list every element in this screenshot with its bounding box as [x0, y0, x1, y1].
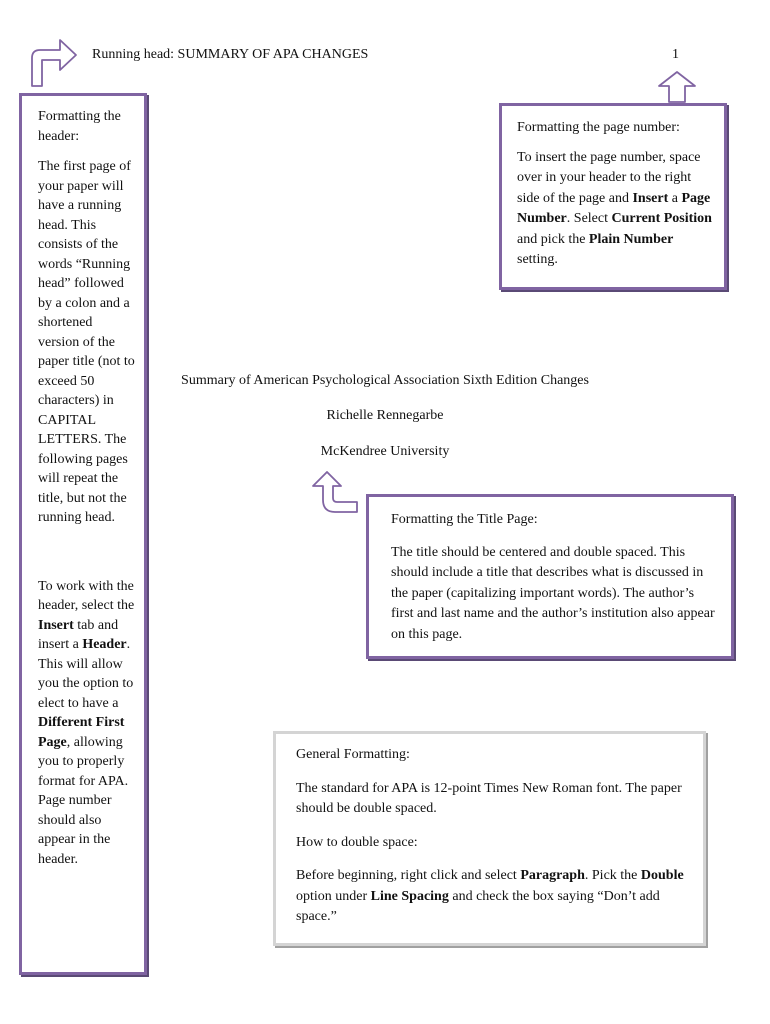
header-box-title: Formatting the header:: [38, 109, 121, 144]
header-box-paragraph-1: The first page of your paper will have a running head. This consists of the words “Running head” followed by a colon and a shortened version of the paper title (not to exceed 50 characters) in CAPITAL LETTERS. The following pages will repeat the title, but not the running head.: [38, 159, 135, 525]
title-page-formatting-box: [366, 494, 734, 659]
title-page-box-title: Formatting the Title Page:: [391, 512, 538, 527]
paper-title: Summary of American Psychological Association Sixth Edition Changes: [181, 373, 589, 388]
header-box-paragraph-2: To work with the header, select the Insert tab and insert a Header. This will allow you the option to elect to have a Different First Page, allowing you to properly format for APA. Page number should also appear in the header.: [38, 578, 135, 867]
up-arrow-icon: [656, 70, 698, 104]
general-box-paragraph-3: Before beginning, right click and select Paragraph. Pick the Double option under Line Spacing and check the box saying “Don’t add space.”: [296, 868, 684, 924]
page-number-box-title: Formatting the page number:: [517, 120, 680, 135]
paper-institution: McKendree University: [320, 444, 450, 459]
bent-arrow-icon: [30, 36, 78, 88]
u-turn-arrow-icon: [311, 470, 361, 516]
paper-author: Richelle Rennegarbe: [326, 408, 444, 423]
page-number-box-body: To insert the page number, space over in your header to the right side of the page and Insert a Page Number. Select Current Position and pick the Plain Number setting.: [517, 149, 712, 267]
general-formatting-box: [273, 731, 706, 946]
page-number-formatting-box: [499, 103, 727, 290]
general-box-paragraph-2: How to double space:: [296, 834, 418, 850]
running-head: Running head: SUMMARY OF APA CHANGES: [92, 47, 369, 62]
page-number: 1: [672, 47, 679, 62]
general-box-paragraph-1: The standard for APA is 12-point Times New Roman font. The paper should be double spaced.: [296, 780, 682, 816]
title-page-box-body: The title should be centered and double spaced. This should include a title that describes what is discussed in the paper (capitalizing important words). The author’s first and last name and the author’s institution also appear on this page.: [391, 544, 715, 642]
general-box-title: General Formatting:: [296, 747, 410, 762]
header-formatting-box: [19, 93, 147, 975]
